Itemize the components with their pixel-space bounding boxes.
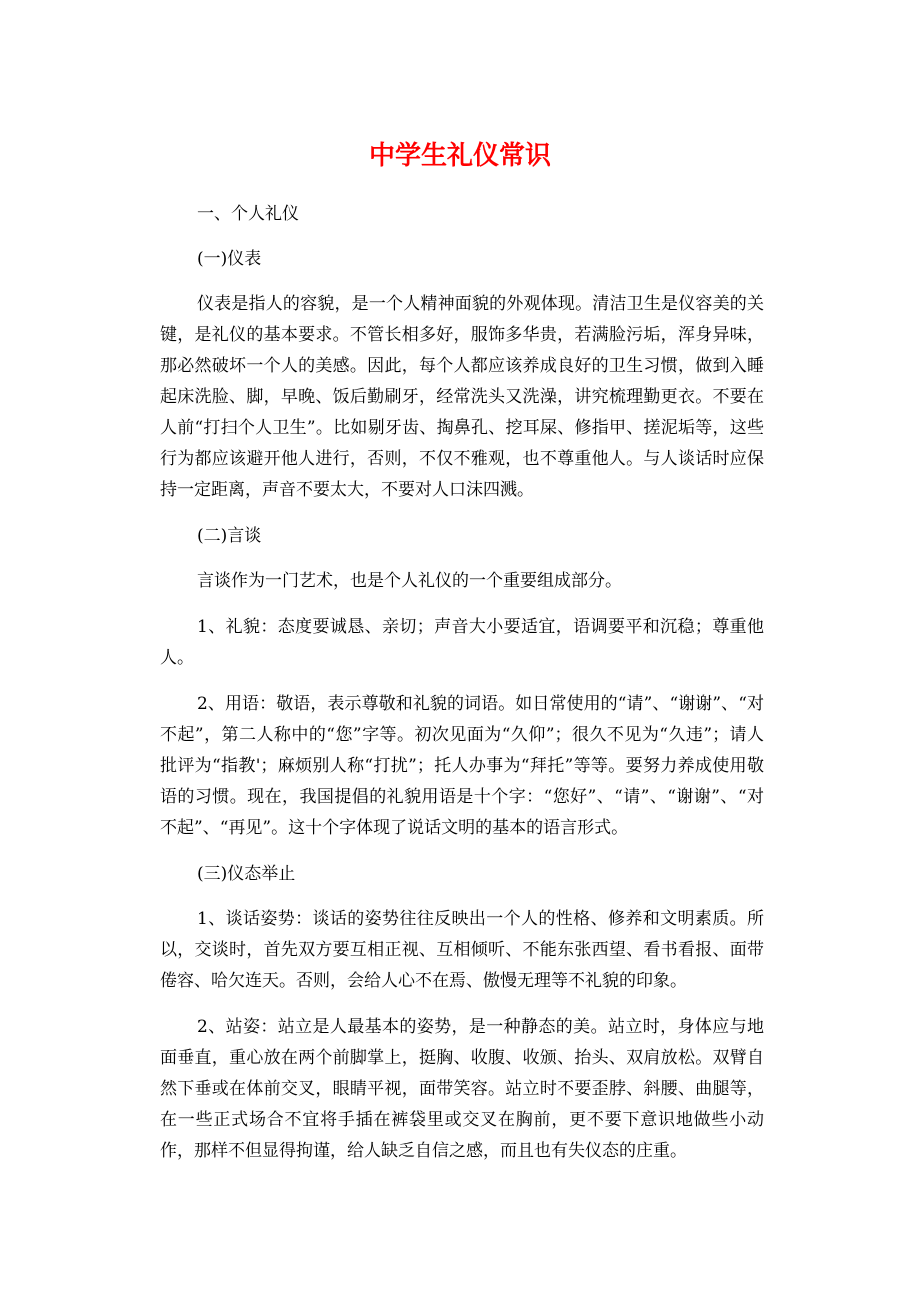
paragraph-standing-posture: 2、站姿：站立是人最基本的姿势，是一种静态的美。站立时，身体应与地面垂直，重心放在两个前脚掌上，挺胸、收腹、收颁、抬头、双肩放松。双臂自然下垂或在体前交叉，眼睛平视，面带笑容。站立时不要歪脖、斜腰、曲腿等，在一些正式场合不宜将手插在裤袋里或交叉在胸前，更不要下意识地做些小动作，那样不但显得拘谨，给人缺乏自信之感，而且也有失仪态的庄重。 bbox=[160, 1017, 764, 1161]
paragraph-polite-terms: 2、用语：敬语，表示尊敬和礼貌的词语。如日常使用的“请”、“谢谢”、“对不起”，第二人称中的“您”字等。初次见面为“久仰”；很久不见为“久违”；请人批评为“指教'；麻烦别人称“打扰”；托人办事为“拜托”等等。要努力养成使用敬语的习惯。现在，我国提倡的礼貌用语是十个字：“您好”、“请”、“谢谢”、“对不起”、“再见”。这十个字体现了说话文明的基本的语言形式。 bbox=[160, 694, 764, 838]
paragraph-appearance: 仪表是指人的容貌，是一个人精神面貌的外观体现。清洁卫生是仪容美的关键，是礼仪的基本要求。不管长相多好，服饰多华贵，若满脸污垢，浑身异味，那必然破坏一个人的美感。因此，每个人都应该养成良好的卫生习惯，做到入睡起床洗脸、脚，早晚、饭后勤刷牙，经常洗头又洗澡，讲究梳理勤更衣。不要在人前“打扫个人卫生”。比如剔牙齿、掏鼻孔、挖耳屎、修指甲、搓泥垢等，这些行为都应该避开他人进行，否则，不仅不雅观，也不尊重他人。与人谈话时应保持一定距离，声音不要太大，不要对人口沫四溅。 bbox=[160, 294, 764, 500]
subsection-heading-manner: (三)仪态举止 bbox=[197, 864, 296, 884]
document-body bbox=[160, 199, 764, 1182]
paragraph-talking-posture: 1、谈话姿势：谈话的姿势往往反映出一个人的性格、修养和文明素质。所以，交谈时，首先双方要互相正视、互相倾听、不能东张西望、看书看报、面带倦容、哈欠连天。否则，会给人心不在焉、傲慢无理等不礼貌的印象。 bbox=[160, 909, 764, 991]
paragraph-speech-intro: 言谈作为一门艺术，也是个人礼仪的一个重要组成部分。 bbox=[197, 571, 622, 591]
document-title: 中学生礼仪常识 bbox=[368, 141, 551, 171]
section-heading-personal-etiquette: 一、个人礼仪 bbox=[197, 204, 299, 224]
subsection-heading-appearance: (一)仪表 bbox=[197, 249, 262, 269]
subsection-heading-speech: (二)言谈 bbox=[197, 526, 262, 546]
paragraph-politeness: 1、礼貌：态度要诚恳、亲切；声音大小要适宜，语调要平和沉稳；尊重他人。 bbox=[160, 617, 764, 668]
